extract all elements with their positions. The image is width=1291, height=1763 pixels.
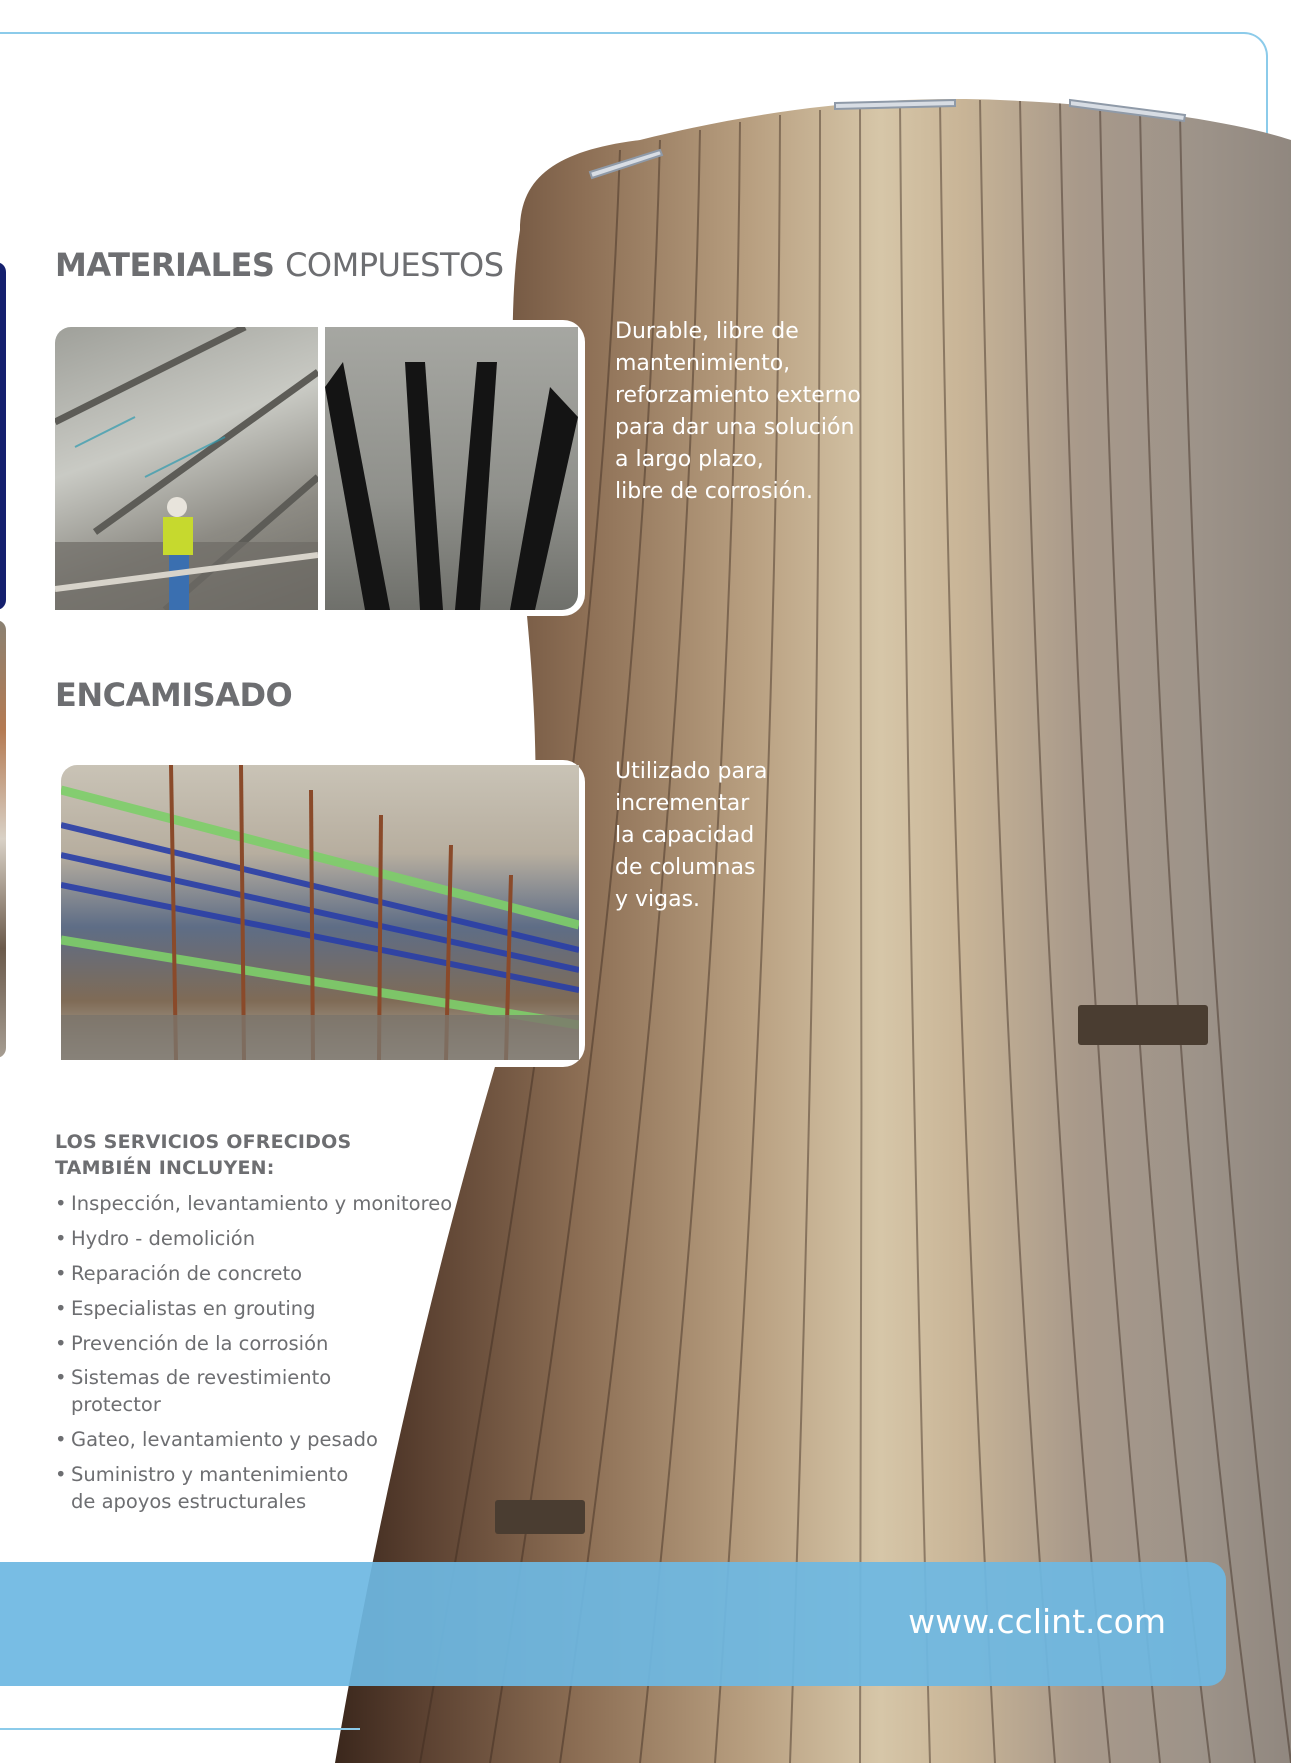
jacketing-description [615, 756, 835, 916]
left-edge-photo-strip [0, 620, 6, 1058]
description-line: a largo plazo, [615, 447, 764, 472]
list-item: • Suministro y mantenimiento de apoyos estructurales [55, 1461, 375, 1515]
description-line: y vigas. [615, 887, 701, 912]
footer-bar [0, 1562, 1226, 1686]
services-title [55, 1129, 351, 1181]
services-title-line: LOS SERVICIOS OFRECIDOS [55, 1131, 352, 1153]
list-item: • Especialistas en grouting [55, 1295, 475, 1322]
description-line: de columnas [615, 855, 756, 880]
description-line: incrementar [615, 791, 750, 816]
description-line: reforzamiento externo [615, 383, 861, 408]
description-line: mantenimiento, [615, 351, 791, 376]
description-line: la capacidad [615, 823, 755, 848]
list-item: • Reparación de concreto [55, 1260, 475, 1287]
description-line: libre de corrosión. [615, 479, 813, 504]
page-frame-line-bottom [0, 1728, 360, 1730]
description-line: Durable, libre de [615, 319, 799, 344]
section-title-light: COMPUESTOS [285, 246, 504, 284]
description-line: Utilizado para [615, 759, 768, 784]
description-line: para dar una solución [615, 415, 855, 440]
list-item: • Prevención de la corrosión [55, 1330, 475, 1357]
list-item: • Hydro - demolición [55, 1225, 475, 1252]
composite-photos-card [50, 320, 585, 616]
jacketing-photo-card [56, 760, 585, 1067]
composite-description [615, 316, 905, 508]
carbon-strips-photo [325, 327, 578, 610]
section-title-materiales [55, 246, 504, 284]
left-edge-accent-bar [0, 262, 6, 610]
website-link[interactable]: www.cclint.com [908, 1602, 1166, 1641]
services-list [55, 1190, 475, 1523]
list-item: • Sistemas de revestimiento protector [55, 1364, 355, 1418]
services-title-line: TAMBIÉN INCLUYEN: [55, 1157, 275, 1179]
list-item: • Gateo, levantamiento y pesado [55, 1426, 475, 1453]
list-item: • Inspección, levantamiento y monitoreo [55, 1190, 475, 1217]
worker-ceiling-photo [55, 327, 318, 610]
rebar-cage-photo [61, 765, 579, 1060]
section-title-bold: MATERIALES [55, 246, 275, 284]
section-title-encamisado: ENCAMISADO [55, 676, 293, 714]
